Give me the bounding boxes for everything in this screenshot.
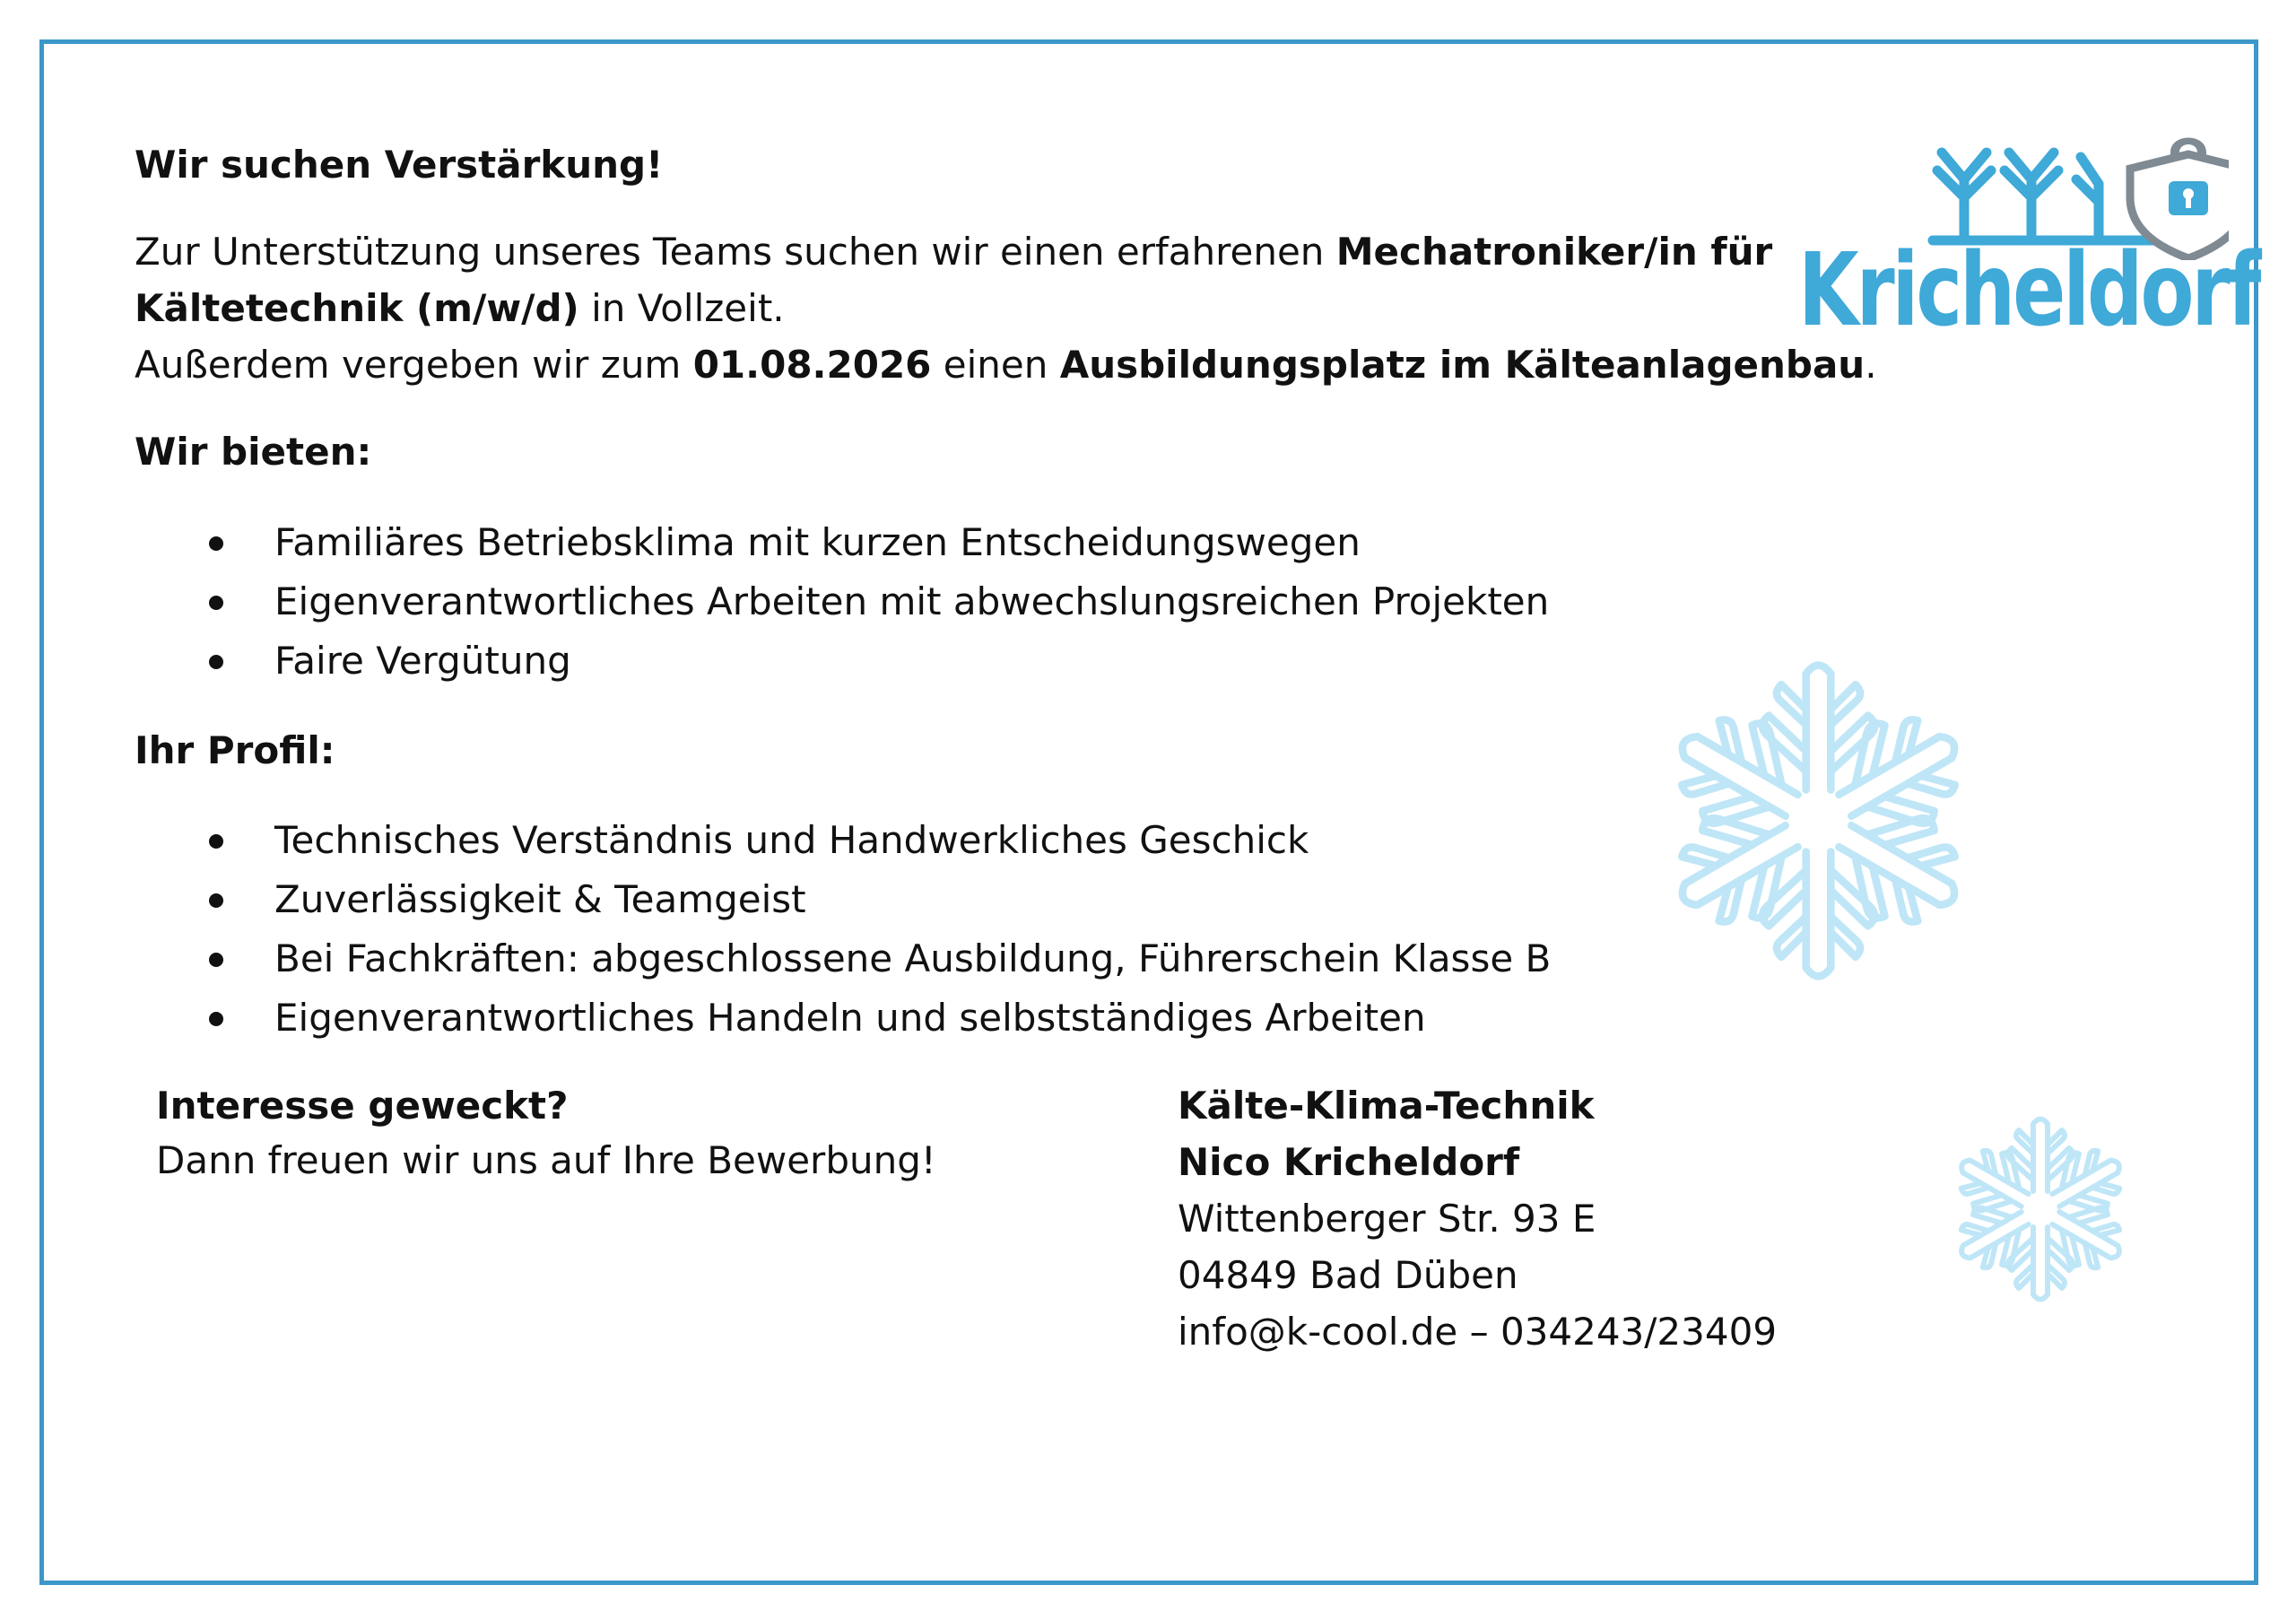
profile-heading: Ihr Profil:: [135, 728, 335, 772]
contact-company: Kälte-Klima-Technik: [1178, 1084, 1595, 1128]
profile-list: [135, 811, 1551, 1048]
list-item-text: Technisches Verständnis und Handwerkliches Geschick: [274, 818, 1309, 862]
bullet-icon: [209, 1012, 223, 1026]
bullet-icon: [209, 596, 223, 610]
apprenticeship-title: Ausbildungsplatz im Kälteanlagenbau: [1059, 343, 1866, 387]
intro-line-2-text: in Vollzeit.: [578, 286, 785, 330]
list-item-text: Bei Fachkräften: abgeschlossene Ausbildung, Führerschein Klasse B: [274, 936, 1552, 980]
list-item-text: Eigenverantwortliches Arbeiten mit abwechslungsreichen Projekten: [274, 579, 1550, 623]
company-logo: [1798, 135, 2259, 349]
list-item-text: Eigenverantwortliches Handeln und selbstständiges Arbeiten: [274, 996, 1426, 1040]
logo-wordmark: Kricheldorf: [1798, 232, 2259, 349]
offer-heading: Wir bieten:: [135, 430, 372, 474]
bullet-icon: [209, 834, 223, 849]
intro-line-3: [135, 336, 1877, 393]
list-item-text: Faire Vergütung: [274, 639, 571, 683]
contact-street: Wittenberger Str. 93 E: [1178, 1197, 1596, 1241]
intro-line-1-text: Zur Unterstützung unseres Teams suchen wir einen erfahrenen: [135, 230, 1336, 274]
list-item-text: Zuverlässigkeit & Teamgeist: [274, 877, 806, 921]
bullet-icon: [209, 536, 223, 551]
cta-text: Dann freuen wir uns auf Ihre Bewerbung!: [156, 1138, 936, 1182]
contact-name: Nico Kricheldorf: [1178, 1140, 1520, 1184]
list-item: [135, 989, 1551, 1048]
list-item: [135, 811, 1551, 870]
intro-line-2: [135, 280, 785, 336]
intro-line-3-mid: einen: [931, 343, 1060, 387]
offer-list: [135, 513, 1549, 691]
bullet-icon: [209, 953, 223, 967]
list-item: [135, 513, 1549, 572]
list-item: [135, 870, 1551, 929]
job-title-part-2: Kältetechnik (m/w/d): [135, 286, 579, 330]
intro-line-1: [135, 223, 1772, 280]
contact-city: 04849 Bad Düben: [1178, 1253, 1518, 1297]
apprenticeship-date: 01.08.2026: [692, 343, 932, 387]
intro-line-3-end: .: [1865, 343, 1877, 387]
list-item-text: Familiäres Betriebsklima mit kurzen Entscheidungswegen: [274, 520, 1361, 564]
job-title-part-1: Mechatroniker/in für: [1335, 230, 1773, 274]
bullet-icon: [209, 893, 223, 908]
cta-heading: Interesse geweckt?: [156, 1084, 569, 1128]
contact-email-phone: info@k-cool.de – 034243/23409: [1178, 1310, 1778, 1354]
snowflake-icon: [1664, 646, 1973, 996]
list-item: [135, 929, 1551, 989]
bullet-icon: [209, 655, 223, 669]
snowflake-icon: [1951, 1108, 2130, 1311]
main-heading: Wir suchen Verstärkung!: [135, 143, 664, 187]
intro-line-3-text: Außerdem vergeben wir zum: [135, 343, 693, 387]
list-item: [135, 631, 1549, 691]
list-item: [135, 572, 1549, 631]
